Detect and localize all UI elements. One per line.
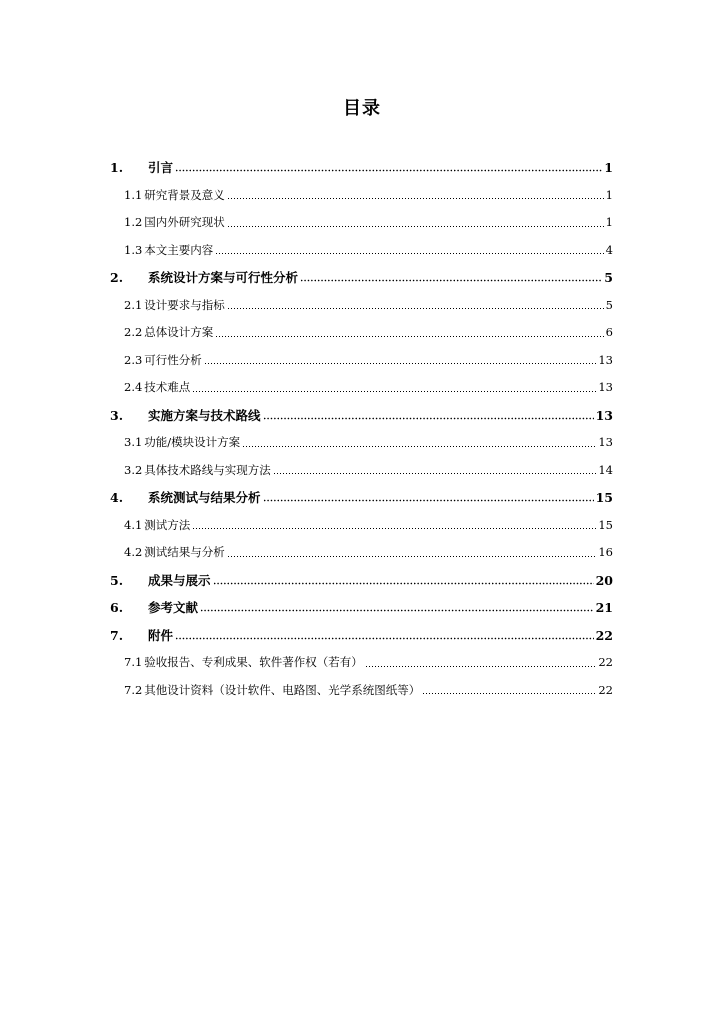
- dot-leader: [227, 218, 604, 228]
- toc-entry[interactable]: [110, 237, 613, 265]
- toc-entry-label: 系统设计方案与可行性分析: [148, 270, 299, 285]
- toc-entry-number: 7.1: [124, 655, 143, 669]
- toc-entry-label: 本文主要内容: [144, 242, 214, 257]
- dot-leader: [204, 355, 597, 365]
- toc-entry[interactable]: [110, 484, 613, 512]
- toc-entry[interactable]: [110, 457, 613, 485]
- toc-entry-number: 3.: [110, 407, 124, 423]
- toc-entry-page: 13: [598, 380, 613, 394]
- toc-entry-number: 5.: [110, 572, 124, 588]
- toc-entry[interactable]: [110, 292, 613, 320]
- dot-leader: [200, 603, 594, 613]
- toc-entry-label: 具体技术路线与实现方法: [144, 462, 271, 477]
- toc-entry[interactable]: [110, 677, 613, 705]
- toc-entry-page: 22: [598, 682, 613, 697]
- toc-entry-label: 其他设计资料（设计软件、电路图、光学系统图纸等）: [144, 682, 421, 697]
- toc-entry-label: 引言: [148, 160, 174, 175]
- toc-entry-number: 1.3: [124, 242, 143, 257]
- toc-entry-number: 1.1: [124, 187, 143, 202]
- dot-leader: [422, 685, 596, 695]
- toc-entry-number: 6.: [110, 600, 124, 615]
- toc-entry-label: 设计要求与指标: [144, 297, 225, 312]
- dot-leader: [227, 548, 597, 558]
- dot-leader: [365, 658, 597, 668]
- dot-leader: [175, 630, 594, 640]
- dot-leader: [263, 493, 594, 503]
- toc-entry-number: 2.: [110, 270, 124, 285]
- toc-entry-page: 5: [604, 270, 613, 285]
- toc-entry-page: 4: [605, 242, 613, 257]
- toc-entry[interactable]: [110, 622, 613, 650]
- toc-entry-label: 功能/模块设计方案: [144, 435, 241, 449]
- toc-entry-number: 3.2: [124, 462, 143, 477]
- page-title: 目录: [343, 98, 381, 119]
- toc-entry-number: 1.: [110, 160, 124, 175]
- toc-entry-number: 2.1: [124, 297, 143, 312]
- toc-entry-page: 1: [605, 187, 613, 202]
- toc-entry-number: 3.1: [124, 435, 143, 449]
- toc-entry[interactable]: [110, 154, 613, 182]
- toc-entry[interactable]: [110, 539, 613, 567]
- toc-entry-label: 参考文献: [148, 600, 199, 615]
- toc-entry-label: 成果与展示: [148, 572, 211, 588]
- toc-entry[interactable]: [110, 429, 613, 457]
- dot-leader: [227, 300, 604, 310]
- toc-entry[interactable]: [110, 512, 613, 540]
- toc-entry-number: 7.: [110, 627, 124, 643]
- dot-leader: [300, 273, 602, 283]
- dot-leader: [213, 575, 594, 585]
- toc-entry-page: 6: [605, 325, 613, 339]
- toc-entry-page: 13: [598, 352, 613, 367]
- toc-entry[interactable]: [110, 402, 613, 430]
- toc-entry-label: 技术难点: [144, 380, 191, 394]
- toc-entry-label: 测试方法: [144, 517, 191, 532]
- toc-entry-page: 1: [605, 215, 613, 229]
- toc-entry-page: 1: [604, 160, 613, 175]
- toc-entry-label: 研究背景及意义: [144, 187, 225, 202]
- toc-entry-number: 2.2: [124, 325, 143, 339]
- toc-entry-label: 总体设计方案: [144, 325, 214, 339]
- toc-entry-number: 4.2: [124, 545, 143, 559]
- toc-entry[interactable]: [110, 374, 613, 402]
- toc-entry-page: 21: [595, 600, 613, 615]
- toc-entry[interactable]: [110, 209, 613, 237]
- toc-entry-label: 验收报告、专利成果、软件著作权（若有）: [144, 655, 363, 669]
- dot-leader: [273, 465, 597, 475]
- dot-leader: [175, 163, 602, 173]
- toc-entry-page: 20: [595, 572, 613, 588]
- toc-entry-page: 15: [598, 517, 613, 532]
- toc-entry-page: 14: [598, 462, 613, 477]
- toc-entry-number: 7.2: [124, 682, 143, 697]
- dot-leader: [263, 410, 594, 420]
- dot-leader: [192, 520, 596, 530]
- toc-entry-number: 2.4: [124, 380, 143, 394]
- toc-entry-label: 实施方案与技术路线: [148, 407, 261, 423]
- toc-entry-label: 测试结果与分析: [144, 545, 225, 559]
- dot-leader: [227, 190, 604, 200]
- toc-entry-label: 附件: [148, 627, 174, 643]
- toc-entry-page: 13: [595, 407, 613, 423]
- toc-entry-number: 2.3: [124, 352, 143, 367]
- toc-entry-page: 22: [595, 627, 613, 643]
- toc-entry[interactable]: [110, 594, 613, 622]
- toc-entry[interactable]: [110, 649, 613, 677]
- toc-entry-page: 22: [598, 655, 613, 669]
- toc-entry-page: 5: [605, 297, 613, 312]
- toc-entry-label: 可行性分析: [144, 352, 202, 367]
- dot-leader: [215, 245, 603, 255]
- toc-entry[interactable]: [110, 567, 613, 595]
- toc-entry[interactable]: [110, 182, 613, 210]
- toc-entry-number: 4.: [110, 490, 124, 505]
- dot-leader: [242, 438, 596, 448]
- toc-entry[interactable]: [110, 319, 613, 347]
- toc-entry-page: 13: [598, 435, 613, 449]
- table-of-contents: [110, 154, 613, 704]
- toc-entry[interactable]: [110, 347, 613, 375]
- toc-entry-page: 16: [598, 545, 613, 559]
- dot-leader: [215, 328, 603, 338]
- toc-entry-label: 系统测试与结果分析: [148, 490, 261, 505]
- toc-entry-label: 国内外研究现状: [144, 215, 225, 229]
- toc-entry-number: 1.2: [124, 215, 143, 229]
- toc-entry[interactable]: [110, 264, 613, 292]
- dot-leader: [192, 383, 596, 393]
- toc-entry-page: 15: [595, 490, 613, 505]
- toc-entry-number: 4.1: [124, 517, 143, 532]
